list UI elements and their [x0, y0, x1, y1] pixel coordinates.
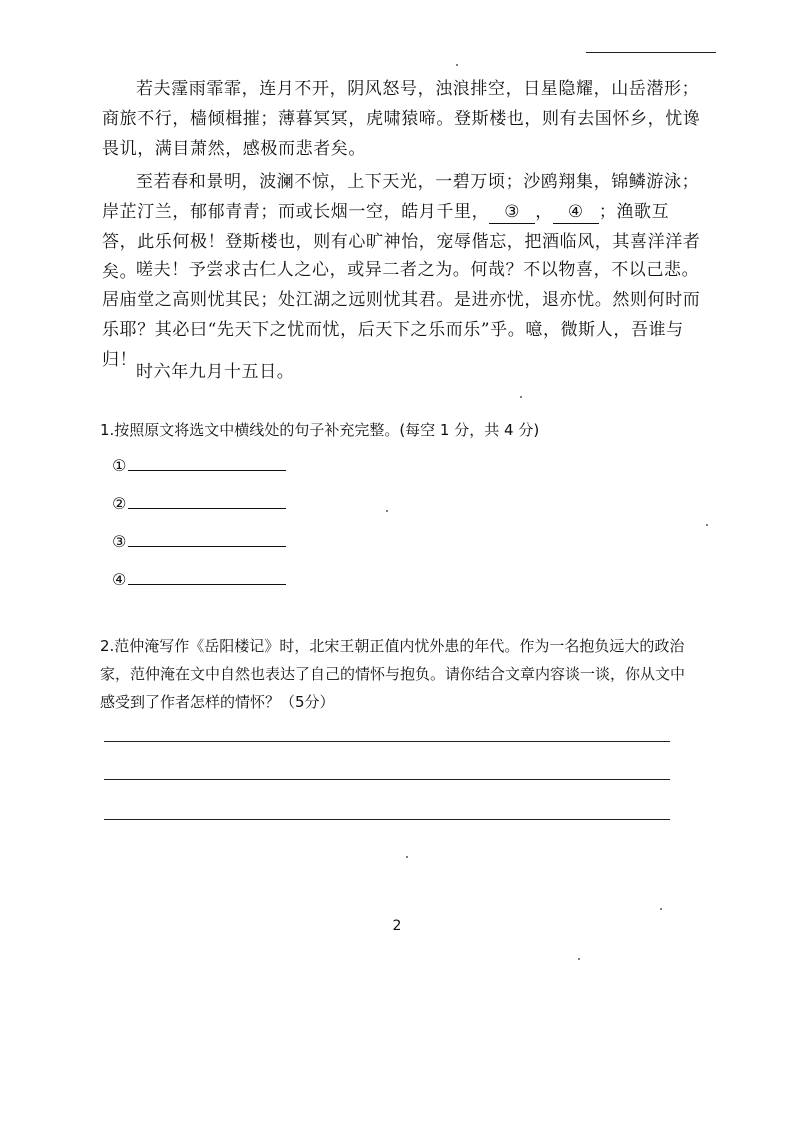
- answer-line[interactable]: [128, 456, 286, 471]
- writing-line-2[interactable]: [104, 779, 670, 780]
- answer-marker: ②: [112, 494, 127, 513]
- header-rule: [586, 52, 716, 53]
- scan-speck: [406, 856, 408, 858]
- answer-row-2[interactable]: [112, 494, 286, 513]
- question-1-prompt: 1.按照原文将选文中横线处的句子补充完整。(每空 1 分，共 4 分): [100, 421, 540, 439]
- answer-row-3[interactable]: [112, 532, 286, 551]
- page-number: 2: [392, 918, 402, 934]
- inline-blank-4[interactable]: ④: [553, 201, 599, 224]
- inline-blank-3[interactable]: ③: [489, 201, 535, 224]
- answer-line[interactable]: [128, 570, 286, 585]
- scan-speck: [456, 64, 458, 66]
- answer-line[interactable]: [128, 494, 286, 509]
- answer-line[interactable]: [128, 532, 286, 547]
- scan-speck: [578, 958, 580, 960]
- answer-marker: ④: [112, 570, 127, 589]
- answer-row-4[interactable]: [112, 570, 286, 589]
- scan-speck: [660, 908, 662, 910]
- writing-line-3[interactable]: [104, 819, 670, 820]
- answer-marker: ①: [112, 456, 127, 475]
- passage-paragraph-2: 至若春和景明，波澜不惊，上下天光，一碧万顷；沙鸥翔集，锦鳞游泳；岸芷汀兰，郁郁青青；而或长烟一空，皓月千里， ③ ， ④ ；渔歌互答，此乐何极！登斯楼也，则有心旷神怡，宠辱偕忘，把酒临风，其喜洋洋者矣。: [102, 172, 701, 282]
- passage-paragraph-1: 若夫霪雨霏霏，连月不开，阴风怒号，浊浪排空，日星隐耀，山岳潜形；商旅不行，樯倾楫摧；薄暮冥冥，虎啸猿啼。登斯楼也，则有去国怀乡，忧谗畏讥，满目萧然，感极而悲者矣。: [102, 79, 701, 159]
- scan-speck: [386, 510, 388, 512]
- scan-speck: [706, 524, 708, 526]
- writing-line-1[interactable]: [104, 741, 670, 742]
- passage-paragraph-3: 嗟夫！予尝求古仁人之心，或异二者之为。何哉？不以物喜，不以己悲。居庙堂之高则忧其民；处江湖之远则忧其君。是进亦忧，退亦忧。然则何时而乐耶？其必曰“先天下之忧而忧，后天下之乐而乐”乎。噫，微斯人，吾谁与归！: [102, 260, 701, 370]
- passage-date-line: 时六年九月十五日。: [136, 362, 295, 382]
- scan-speck: [520, 396, 522, 398]
- question-2-prompt: 2.范仲淹写作《岳阳楼记》时，北宋王朝正值内忧外患的年代。作为一名抱负远大的政治家，范仲淹在文中自然也表达了自己的情怀与抱负。请你结合文章内容谈一谈，你从文中感受到了作者怎样的情怀？（5分）: [100, 637, 686, 711]
- answer-row-1[interactable]: [112, 456, 286, 475]
- answer-marker: ③: [112, 532, 127, 551]
